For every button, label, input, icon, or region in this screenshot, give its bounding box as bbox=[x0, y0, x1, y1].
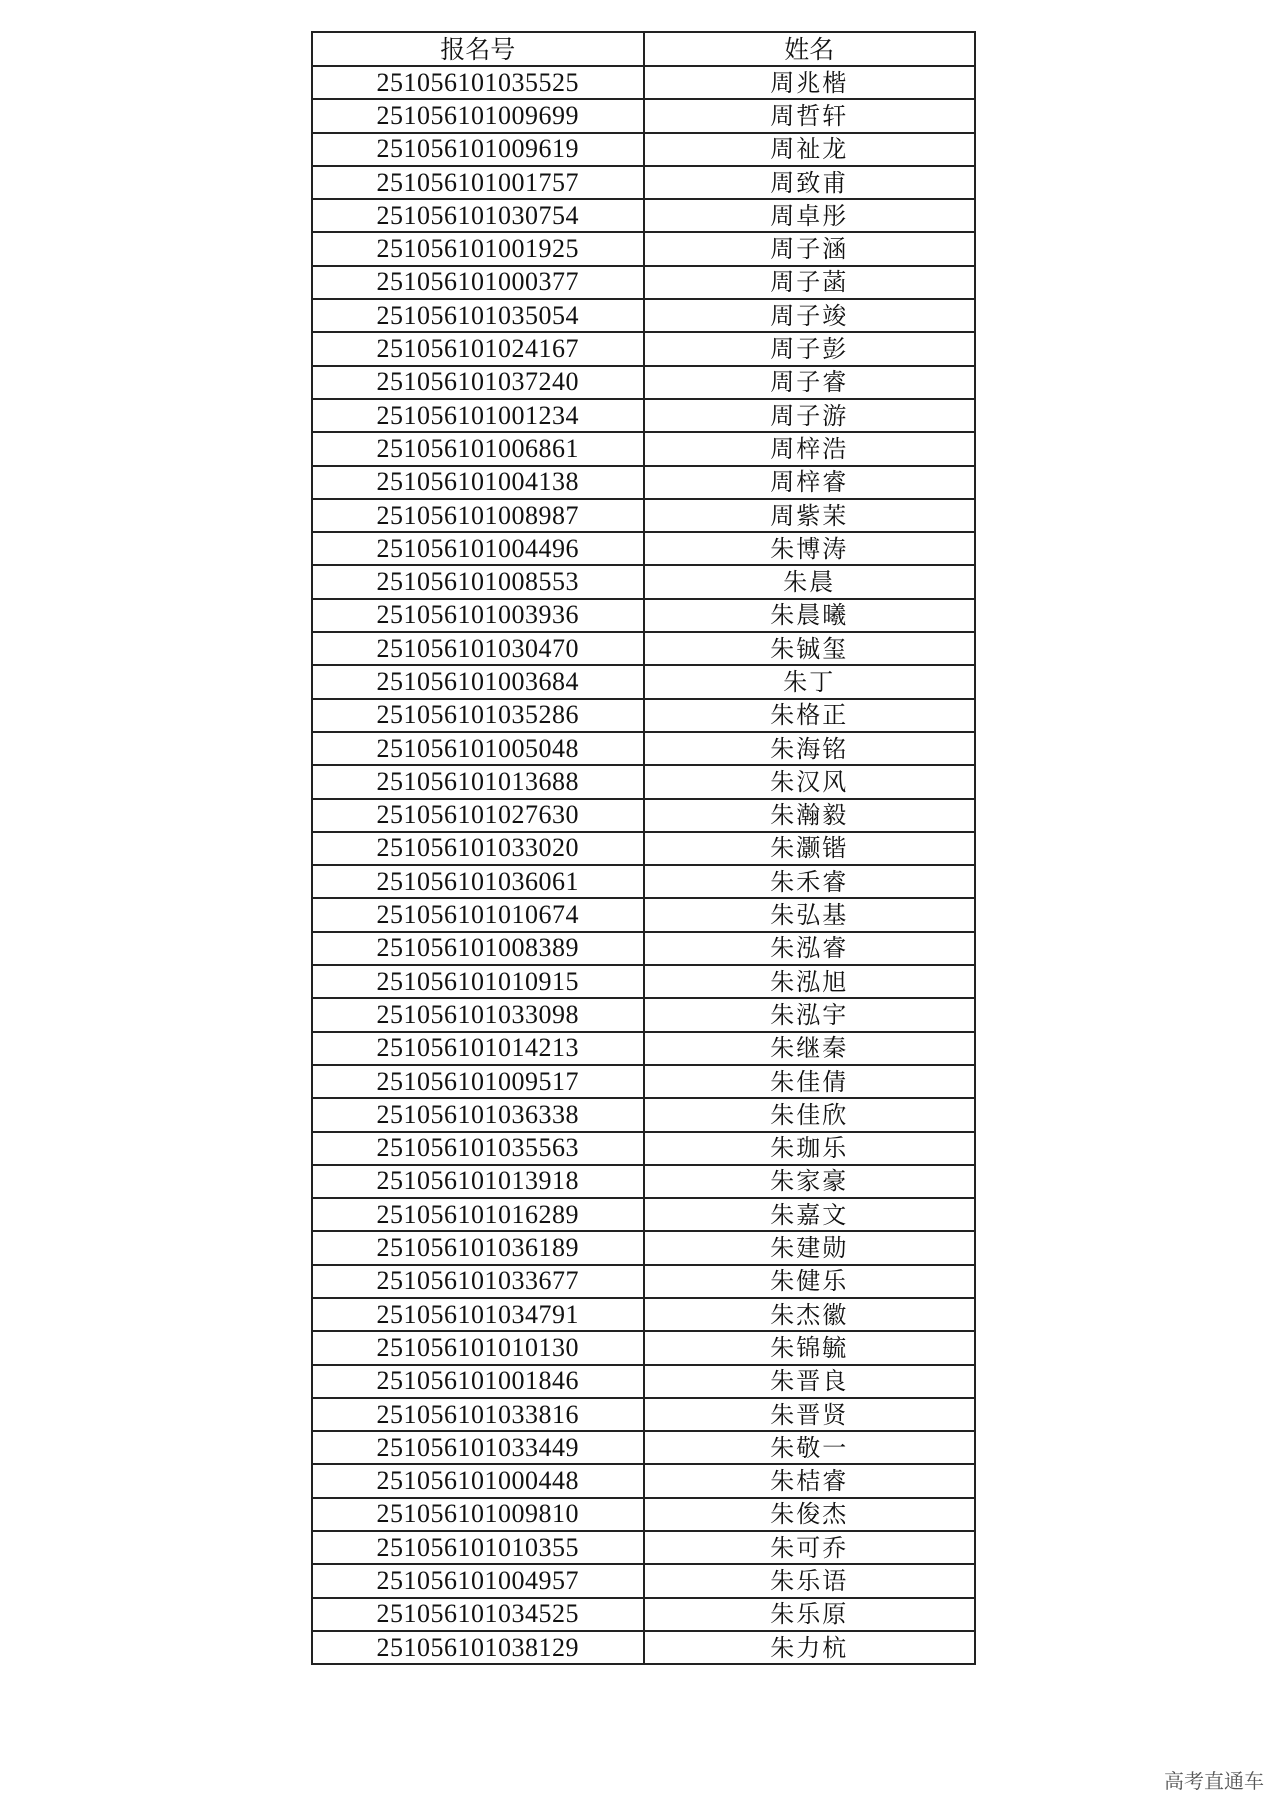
name-cell: 周致甫 bbox=[644, 166, 976, 199]
name-cell: 朱铖玺 bbox=[644, 632, 976, 665]
name-cell: 周子涵 bbox=[644, 232, 976, 265]
name-cell: 朱乐语 bbox=[644, 1564, 976, 1597]
table-row bbox=[312, 699, 975, 732]
registration-number-cell: 251056101008553 bbox=[312, 565, 644, 598]
name-cell: 朱泓旭 bbox=[644, 965, 976, 998]
name-cell: 周子睿 bbox=[644, 366, 976, 399]
name-cell: 周子彭 bbox=[644, 332, 976, 365]
table-row bbox=[312, 1198, 975, 1231]
name-cell: 朱博涛 bbox=[644, 532, 976, 565]
registration-number-cell: 251056101006861 bbox=[312, 432, 644, 465]
name-cell: 朱锦毓 bbox=[644, 1331, 976, 1364]
name-cell: 朱丁 bbox=[644, 665, 976, 698]
name-cell: 朱泓睿 bbox=[644, 932, 976, 965]
table-row bbox=[312, 565, 975, 598]
registration-number-cell: 251056101010355 bbox=[312, 1531, 644, 1564]
name-cell: 朱家豪 bbox=[644, 1165, 976, 1198]
name-cell: 周哲轩 bbox=[644, 99, 976, 132]
table-row bbox=[312, 1498, 975, 1531]
registration-number-cell: 251056101009619 bbox=[312, 133, 644, 166]
table-row bbox=[312, 66, 975, 99]
table-row bbox=[312, 1464, 975, 1497]
table-row bbox=[312, 832, 975, 865]
table-row bbox=[312, 898, 975, 931]
table-row bbox=[312, 1065, 975, 1098]
table-row bbox=[312, 732, 975, 765]
name-cell: 朱泓宇 bbox=[644, 998, 976, 1031]
name-cell: 朱健乐 bbox=[644, 1265, 976, 1298]
registration-number-cell: 251056101033677 bbox=[312, 1265, 644, 1298]
name-cell: 朱弘基 bbox=[644, 898, 976, 931]
column-header-name: 姓名 bbox=[644, 32, 976, 66]
registration-number-cell: 251056101000377 bbox=[312, 266, 644, 299]
table-row bbox=[312, 665, 975, 698]
registration-number-cell: 251056101037240 bbox=[312, 366, 644, 399]
table-row bbox=[312, 965, 975, 998]
registration-number-cell: 251056101003684 bbox=[312, 665, 644, 698]
table-row bbox=[312, 399, 975, 432]
table-row bbox=[312, 133, 975, 166]
name-cell: 周子游 bbox=[644, 399, 976, 432]
name-cell: 朱敬一 bbox=[644, 1431, 976, 1464]
registration-number-cell: 251056101009517 bbox=[312, 1065, 644, 1098]
name-cell: 朱格正 bbox=[644, 699, 976, 732]
table-row bbox=[312, 299, 975, 332]
name-cell: 朱乐原 bbox=[644, 1598, 976, 1631]
name-cell: 朱海铭 bbox=[644, 732, 976, 765]
name-cell: 朱继秦 bbox=[644, 1032, 976, 1065]
table-row bbox=[312, 1298, 975, 1331]
table-row bbox=[312, 332, 975, 365]
table-row bbox=[312, 998, 975, 1031]
registration-number-cell: 251056101033098 bbox=[312, 998, 644, 1031]
registration-number-cell: 251056101008987 bbox=[312, 499, 644, 532]
registration-number-cell: 251056101001234 bbox=[312, 399, 644, 432]
table-row bbox=[312, 1598, 975, 1631]
registration-number-cell: 251056101033020 bbox=[312, 832, 644, 865]
name-cell: 朱灏锴 bbox=[644, 832, 976, 865]
name-cell: 朱晨曦 bbox=[644, 599, 976, 632]
name-cell: 朱禾睿 bbox=[644, 865, 976, 898]
table-row bbox=[312, 1165, 975, 1198]
table-row bbox=[312, 932, 975, 965]
registration-number-cell: 251056101003936 bbox=[312, 599, 644, 632]
name-cell: 周兆楷 bbox=[644, 66, 976, 99]
name-cell: 周卓彤 bbox=[644, 199, 976, 232]
name-cell: 周子菡 bbox=[644, 266, 976, 299]
registration-number-cell: 251056101013918 bbox=[312, 1165, 644, 1198]
column-header-registration-number: 报名号 bbox=[312, 32, 644, 66]
name-cell: 周梓浩 bbox=[644, 432, 976, 465]
name-cell: 朱佳倩 bbox=[644, 1065, 976, 1098]
table-row bbox=[312, 466, 975, 499]
registration-number-cell: 251056101036338 bbox=[312, 1098, 644, 1131]
name-cell: 朱杰徽 bbox=[644, 1298, 976, 1331]
name-cell: 朱晋良 bbox=[644, 1365, 976, 1398]
table-row bbox=[312, 1631, 975, 1664]
registration-number-cell: 251056101033816 bbox=[312, 1398, 644, 1431]
registration-number-cell: 251056101001846 bbox=[312, 1365, 644, 1398]
name-cell: 周梓睿 bbox=[644, 466, 976, 499]
table-row bbox=[312, 499, 975, 532]
registration-number-cell: 251056101009699 bbox=[312, 99, 644, 132]
registration-number-cell: 251056101035563 bbox=[312, 1132, 644, 1165]
table-row bbox=[312, 1265, 975, 1298]
watermark-text: 高考直通车 bbox=[1164, 1769, 1264, 1793]
registration-number-cell: 251056101036061 bbox=[312, 865, 644, 898]
table-row bbox=[312, 532, 975, 565]
name-cell: 朱瀚毅 bbox=[644, 799, 976, 832]
name-cell: 朱桔睿 bbox=[644, 1464, 976, 1497]
registration-number-cell: 251056101009810 bbox=[312, 1498, 644, 1531]
name-cell: 朱建勋 bbox=[644, 1231, 976, 1264]
table-row bbox=[312, 166, 975, 199]
registration-number-cell: 251056101033449 bbox=[312, 1431, 644, 1464]
name-cell: 朱佳欣 bbox=[644, 1098, 976, 1131]
name-cell: 周祉龙 bbox=[644, 133, 976, 166]
table-row bbox=[312, 599, 975, 632]
name-cell: 朱珈乐 bbox=[644, 1132, 976, 1165]
name-cell: 周子竣 bbox=[644, 299, 976, 332]
registration-number-cell: 251056101035054 bbox=[312, 299, 644, 332]
registration-number-cell: 251056101010130 bbox=[312, 1331, 644, 1364]
table-row bbox=[312, 1564, 975, 1597]
name-cell: 朱汉风 bbox=[644, 765, 976, 798]
table-row bbox=[312, 632, 975, 665]
name-cell: 朱嘉文 bbox=[644, 1198, 976, 1231]
table-row bbox=[312, 1132, 975, 1165]
name-cell: 朱晋贤 bbox=[644, 1398, 976, 1431]
table-row bbox=[312, 1032, 975, 1065]
registration-number-cell: 251056101038129 bbox=[312, 1631, 644, 1664]
table-body bbox=[312, 66, 975, 1664]
registration-number-cell: 251056101016289 bbox=[312, 1198, 644, 1231]
registration-number-cell: 251056101024167 bbox=[312, 332, 644, 365]
table-row bbox=[312, 366, 975, 399]
table-row bbox=[312, 199, 975, 232]
registration-number-cell: 251056101027630 bbox=[312, 799, 644, 832]
registration-number-cell: 251056101001757 bbox=[312, 166, 644, 199]
name-cell: 朱俊杰 bbox=[644, 1498, 976, 1531]
table-row bbox=[312, 432, 975, 465]
name-cell: 朱力杭 bbox=[644, 1631, 976, 1664]
registration-number-cell: 251056101004496 bbox=[312, 532, 644, 565]
table-row bbox=[312, 1365, 975, 1398]
registration-number-cell: 251056101010674 bbox=[312, 898, 644, 931]
registration-number-cell: 251056101034525 bbox=[312, 1598, 644, 1631]
registration-number-cell: 251056101010915 bbox=[312, 965, 644, 998]
registration-number-cell: 251056101036189 bbox=[312, 1231, 644, 1264]
table-row bbox=[312, 1231, 975, 1264]
registration-number-cell: 251056101005048 bbox=[312, 732, 644, 765]
registration-number-cell: 251056101034791 bbox=[312, 1298, 644, 1331]
registration-number-cell: 251056101030470 bbox=[312, 632, 644, 665]
registration-number-cell: 251056101035286 bbox=[312, 699, 644, 732]
table-row bbox=[312, 1531, 975, 1564]
registration-number-cell: 251056101004138 bbox=[312, 466, 644, 499]
table-row bbox=[312, 99, 975, 132]
registration-number-cell: 251056101000448 bbox=[312, 1464, 644, 1497]
registration-number-cell: 251056101008389 bbox=[312, 932, 644, 965]
registration-number-cell: 251056101030754 bbox=[312, 199, 644, 232]
table-row bbox=[312, 266, 975, 299]
table-row bbox=[312, 232, 975, 265]
table-row bbox=[312, 865, 975, 898]
registration-number-cell: 251056101001925 bbox=[312, 232, 644, 265]
name-cell: 朱可乔 bbox=[644, 1531, 976, 1564]
applicant-table bbox=[311, 31, 976, 1665]
table-row bbox=[312, 1431, 975, 1464]
registration-number-cell: 251056101014213 bbox=[312, 1032, 644, 1065]
name-cell: 朱晨 bbox=[644, 565, 976, 598]
table-row bbox=[312, 1398, 975, 1431]
table-row bbox=[312, 1331, 975, 1364]
table-row bbox=[312, 1098, 975, 1131]
registration-number-cell: 251056101004957 bbox=[312, 1564, 644, 1597]
name-cell: 周紫茉 bbox=[644, 499, 976, 532]
registration-number-cell: 251056101013688 bbox=[312, 765, 644, 798]
table-row bbox=[312, 799, 975, 832]
table-row bbox=[312, 765, 975, 798]
table-header-row bbox=[312, 32, 975, 66]
registration-number-cell: 251056101035525 bbox=[312, 66, 644, 99]
